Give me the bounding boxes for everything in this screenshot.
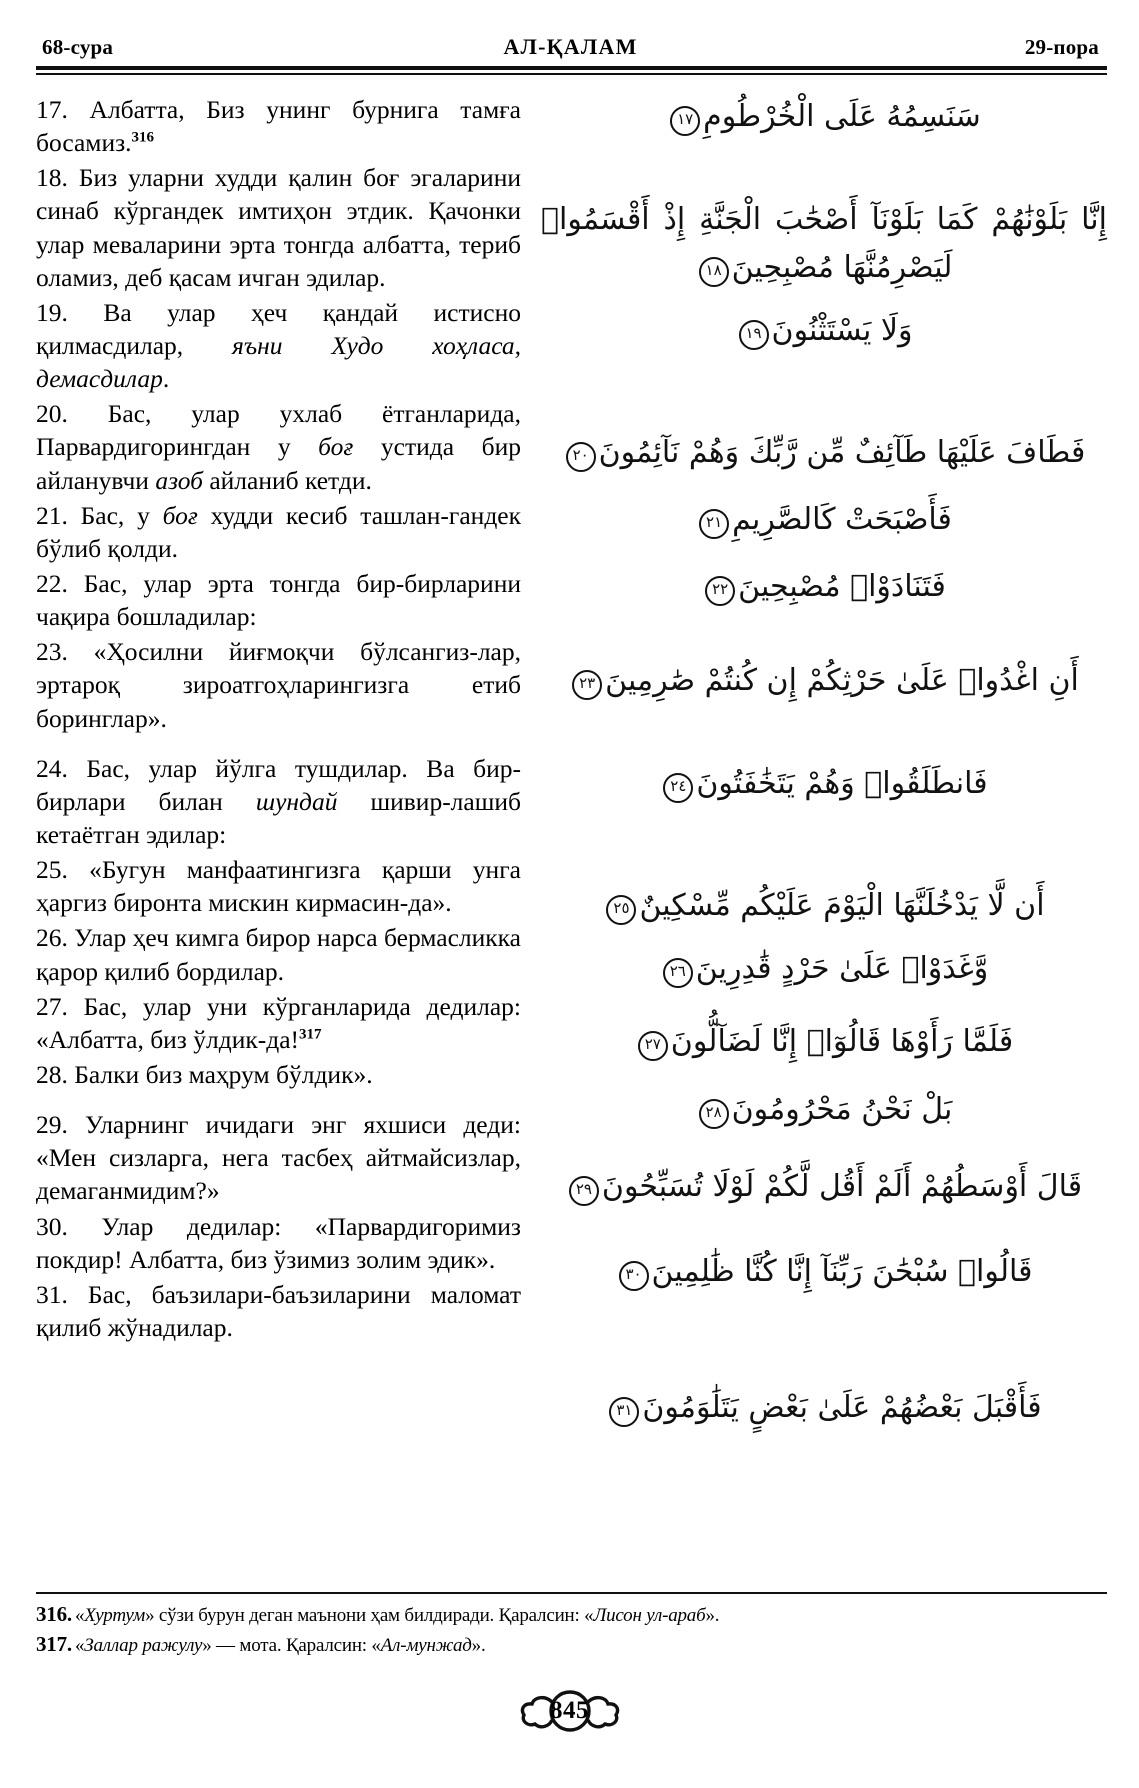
- verse-23: [36, 635, 521, 734]
- verse-number: 26.: [36, 923, 68, 953]
- ayah-number-badge: ٢٧: [638, 1031, 668, 1061]
- verse-number: 25.: [36, 855, 68, 885]
- ayah-19: [541, 307, 1107, 354]
- ayah-number-badge: ٢١: [699, 509, 729, 539]
- verse-text: Биз уларни худди қалин боғ эгаларини синаб кўргандек имтиҳон этдик. Қачонки улар меваларини эрта тонгда албатта, териб оламиз, деб қасам ичган эдилар.: [36, 163, 521, 292]
- spacer: [541, 476, 1107, 496]
- verse-text: Бас, улар йўлга тушдилар. Ва бир-бирлари билан: [36, 753, 521, 816]
- ayah-26: [541, 945, 1107, 992]
- verse-number: 20.: [36, 399, 68, 429]
- ayah-number-badge: ٢٤: [663, 773, 693, 803]
- ayah-20: [541, 429, 1107, 476]
- ayah-number-badge: ٢٢: [705, 576, 735, 606]
- verse-29: [36, 1108, 521, 1207]
- body-columns: [36, 93, 1107, 1563]
- verse-text-italic: боғ: [318, 432, 354, 462]
- ayah-17: [541, 93, 1107, 140]
- verse-text-italic: яъни Худо хоҳласа, демасдилар: [36, 330, 521, 394]
- verse-number: 24.: [36, 753, 68, 783]
- page-number-ornament: [511, 1688, 629, 1734]
- footnote-part-2: » сўзи бурун деган маънони ҳам билдиради. Қаралсин: «: [145, 1604, 594, 1626]
- footnote-marker: 316.: [36, 1601, 72, 1626]
- spacer: [541, 611, 1107, 657]
- running-head: [36, 34, 1107, 60]
- ayah-text: فَتَنَادَوْا۟ مُصْبِحِينَ: [738, 569, 946, 605]
- verse-25: [36, 853, 521, 919]
- verse-text: Улар ҳеч кимга бирор нарса бермасликка қарор қилиб бордилар.: [36, 923, 521, 986]
- footnote-part-3: ».: [471, 1635, 486, 1657]
- verse-30: [36, 1210, 521, 1276]
- verse-text: Ва улар ҳеч қандай истисно қилмасдилар,: [36, 297, 521, 360]
- ayah-text: وَلَا يَسْتَثْنُونَ: [771, 313, 913, 349]
- verse-number: 17.: [36, 95, 68, 124]
- spacer: [541, 929, 1107, 945]
- verse-number: 21.: [36, 500, 68, 530]
- ayah-number-badge: ٢٩: [569, 1176, 599, 1206]
- footnote-ref-316[interactable]: 316: [131, 129, 155, 146]
- verse-text: Улар дедилар: «Парвардигоримиз покдир! Албатта, биз ўзимиз золим эдик».: [36, 1211, 521, 1274]
- ayah-number-badge: ٣٠: [619, 1261, 649, 1291]
- ayah-18: [541, 196, 1107, 291]
- verse-number: 23.: [36, 637, 68, 667]
- footnote-part-1: «: [74, 1635, 85, 1657]
- verse-text: Бас, улар ухлаб ётганларида, Парвардигорингдан у: [36, 399, 521, 462]
- footnote-italic-term: Хуртум: [84, 1604, 146, 1626]
- verse-text-italic: боғ: [162, 500, 198, 530]
- ayah-text: فَطَافَ عَلَيْهَا طَآئِفٌ مِّن رَّبِّكَ وَهُمْ نَآئِمُونَ: [598, 434, 1086, 470]
- verse-20: [36, 397, 521, 496]
- verse-number: 29.: [36, 1110, 68, 1140]
- verse-26: [36, 921, 521, 987]
- verse-text: Бас, улар эрта тонгда бир-бирларини чақира бошладилар:: [36, 568, 521, 632]
- ayah-text: أَن لَّا يَدْخُلَنَّهَا الْيَوْمَ عَلَيْكُم مِّسْكِينٌ: [639, 887, 1045, 923]
- ayah-number-badge: ٣١: [609, 1397, 639, 1427]
- spacer: [541, 355, 1107, 429]
- verse-text-mid: устида бир айланувчи: [36, 432, 521, 495]
- verse-text: Албатта, Биз унинг бурнига тамға босамиз.: [36, 95, 521, 158]
- verse-text-tail: шивир-лашиб кетаётган эдилар:: [36, 786, 521, 849]
- spacer: [541, 140, 1107, 196]
- ayah-text: فَأَقْبَلَ بَعْضُهُمْ عَلَىٰ بَعْضٍ يَتَلَٰوَمُونَ: [642, 1389, 1042, 1425]
- verse-text-tail: .: [162, 364, 170, 394]
- spacer: [541, 808, 1107, 882]
- verse-number: 22.: [36, 568, 68, 598]
- footnote-divider-rule: [36, 1592, 1107, 1594]
- ayah-text: بَلْ نَحْنُ مَحْرُومُونَ: [731, 1091, 953, 1127]
- ayah-text: سَنَسِمُهُ عَلَى الْخُرْطُومِ: [703, 99, 981, 134]
- ayah-29: [541, 1163, 1107, 1210]
- spacer: [541, 543, 1107, 563]
- footnote-part-1: «: [74, 1604, 85, 1626]
- page-footer: [0, 1688, 1139, 1734]
- verse-24: [36, 752, 521, 851]
- ayah-30: [541, 1248, 1107, 1295]
- verse-number: 28.: [36, 1059, 68, 1089]
- footnote-italic-source: Лисон ул-араб: [593, 1604, 706, 1626]
- footnote-italic-source: Ал-мунжад: [380, 1635, 472, 1657]
- ayah-22: [541, 563, 1107, 610]
- ayah-number-badge: ٢٥: [606, 895, 636, 925]
- ayah-text: فَلَمَّا رَأَوْهَا قَالُوٓا۟ إِنَّا لَضَآلُّونَ: [670, 1024, 1014, 1060]
- footnote-317: [36, 1631, 1107, 1659]
- ayah-31: [541, 1384, 1107, 1431]
- spacer: [541, 291, 1107, 307]
- verse-number: 31.: [36, 1279, 68, 1309]
- footnote-316: [36, 1601, 1107, 1629]
- ayah-text: فَانطَلَقُوا۟ وَهُمْ يَتَخَٰفَتُونَ: [696, 766, 988, 802]
- verse-19: [36, 296, 521, 395]
- running-head-juz: 29-пора: [1024, 35, 1099, 59]
- arabic-column: [525, 93, 1107, 1563]
- ayah-27: [541, 1018, 1107, 1065]
- verse-text: Бас, баъзилари-баъзиларини маломат қилиб жўнадилар.: [36, 1279, 521, 1342]
- verse-text: Бас, улар уни кўрганларида дедилар: «Албатта, биз ўлдик-да!: [36, 991, 521, 1054]
- ayah-number-badge: ١٨: [699, 257, 729, 287]
- verse-22: [36, 567, 521, 633]
- verse-17: [36, 93, 521, 159]
- footnotes-section: [36, 1592, 1107, 1662]
- ayah-number-badge: ١٩: [739, 320, 769, 350]
- verse-text: Балки биз маҳрум бўлдик».: [67, 1059, 373, 1089]
- page-number: 845: [550, 1697, 589, 1724]
- verse-number: 18.: [36, 163, 68, 193]
- verse-text-tail: айланиб кетди.: [202, 465, 372, 495]
- running-head-title: АЛ-ҚАЛАМ: [503, 34, 638, 59]
- spacer: [541, 1066, 1107, 1086]
- ayah-text: قَالَ أَوْسَطُهُمْ أَلَمْ أَقُل لَّكُمْ لَوْلَا تُسَبِّحُونَ: [601, 1169, 1083, 1205]
- ayah-23: [541, 657, 1107, 704]
- ayah-number-badge: ٢٦: [663, 958, 693, 988]
- verse-31: [36, 1278, 521, 1344]
- ayah-text: أَنِ اغْدُوا۟ عَلَىٰ حَرْثِكُمْ إِن كُنتُمْ صَٰرِمِينَ: [605, 662, 1079, 698]
- ayah-number-badge: ٢٣: [572, 670, 602, 700]
- ayah-21: [541, 496, 1107, 543]
- ayah-number-badge: ٢٨: [699, 1099, 729, 1129]
- ayah-28: [541, 1086, 1107, 1133]
- ayah-text: قَالُوا۟ سُبْحَٰنَ رَبِّنَآ إِنَّا كُنَّا ظَٰلِمِينَ: [651, 1254, 1033, 1290]
- spacer: [541, 992, 1107, 1018]
- spacer: [541, 704, 1107, 760]
- verse-text: Бас, у: [67, 500, 163, 530]
- ayah-text: فَأَصْبَحَتْ كَالصَّرِيمِ: [732, 501, 952, 537]
- footnote-part-3: ».: [705, 1604, 720, 1626]
- ayah-number-badge: ٢٠: [566, 442, 596, 472]
- footnote-part-2: » — мота. Қаралсин: «: [202, 1635, 381, 1657]
- verse-number: 19.: [36, 297, 68, 327]
- verse-28: [36, 1058, 521, 1091]
- ayah-text: إِنَّا بَلَوْنَٰهُمْ كَمَا بَلَوْنَآ أَصْحَٰبَ الْجَنَّةِ إِذْ أَقْسَمُوا۟ لَيَصْرِمُنَّهَا مُصْبِحِينَ: [541, 202, 1107, 285]
- ayah-text: وَّغَدَوْا۟ عَلَىٰ حَرْدٍ قَٰدِرِينَ: [695, 950, 989, 986]
- verse-text-italic-2: азоб: [155, 465, 203, 495]
- verse-text: Уларнинг ичидаги энг яхшиси деди: «Мен сизларга, нега тасбеҳ айтмайсизлар, демаганмидим?»: [36, 1110, 521, 1206]
- translation-column: [36, 93, 525, 1563]
- ayah-number-badge: ١٧: [670, 106, 700, 136]
- verse-number: 30.: [36, 1211, 68, 1241]
- verse-27: [36, 990, 521, 1056]
- spacer: [541, 1210, 1107, 1248]
- verse-text: «Ҳосилни йиғмоқчи бўлсангиз-лар, эртароқ зироатгоҳларингизга етиб боринглар».: [36, 637, 521, 733]
- footnote-italic-term: Заллар ражулу: [84, 1635, 203, 1657]
- footnote-ref-317[interactable]: 317: [299, 1026, 322, 1043]
- ayah-24: [541, 760, 1107, 807]
- spacer: [541, 1296, 1107, 1384]
- verse-18: [36, 161, 521, 294]
- header-divider-rule: [36, 66, 1107, 75]
- verse-text: «Бугун манфаатингизга қарши унга ҳаргиз биронта мискин кирмасин-да».: [36, 855, 521, 918]
- ayah-25: [541, 882, 1107, 929]
- verse-number: 27.: [36, 991, 68, 1021]
- footnote-marker: 317.: [36, 1632, 72, 1657]
- spacer: [541, 1133, 1107, 1163]
- verse-text-tail: худди кесиб ташлан-гандек бўлиб қолди.: [36, 500, 522, 563]
- verse-21: [36, 499, 521, 565]
- running-head-surah: 68-сура: [42, 35, 114, 59]
- verse-text-italic: шундай: [255, 786, 338, 816]
